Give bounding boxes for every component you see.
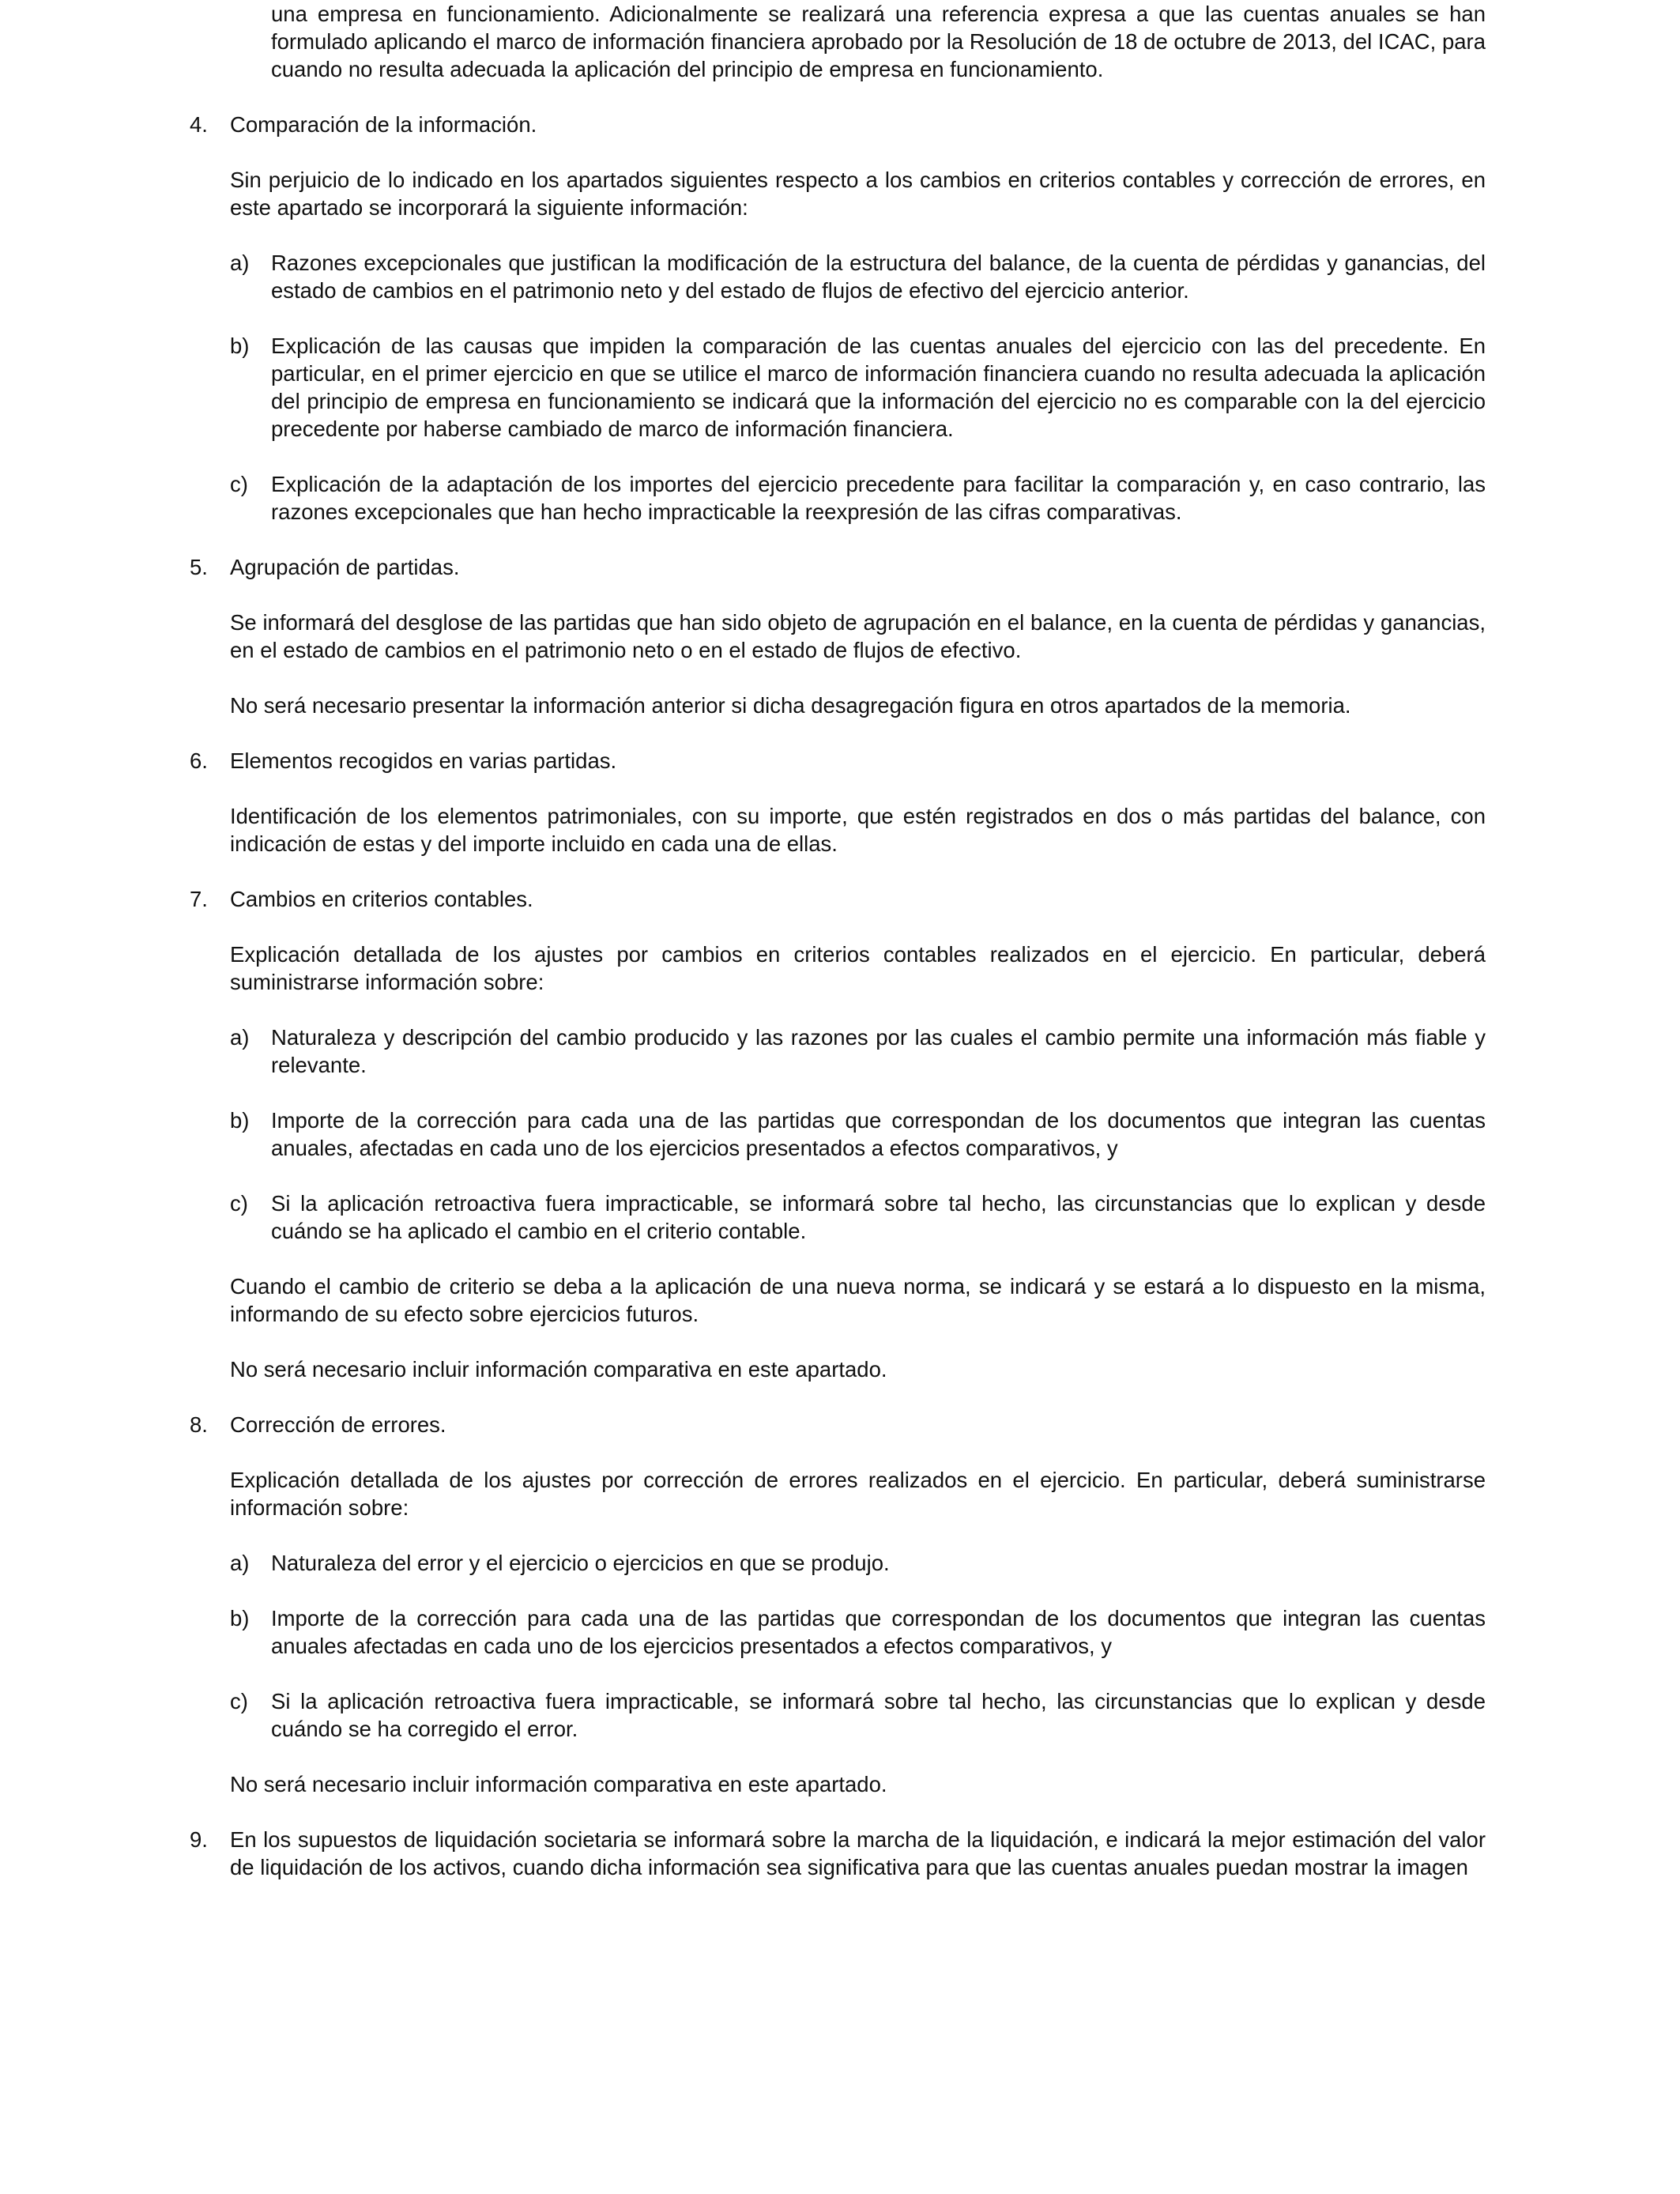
list-item-text: Naturaleza y descripción del cambio producido y las razones por las cuales el cambio permite una información más fiable y relevante. bbox=[271, 1025, 1486, 1077]
section-4-paragraph: Sin perjuicio de lo indicado en los apartados siguientes respecto a los cambios en criterios contables y corrección de errores, en este apartado se incorporará la siguiente información: bbox=[230, 168, 1486, 220]
list-item bbox=[230, 1106, 1486, 1162]
list-item-letter: b) bbox=[230, 334, 250, 358]
section-8-paragraph: No será necesario incluir información comparativa en este apartado. bbox=[230, 1772, 887, 1796]
section-8-heading bbox=[190, 1411, 1486, 1438]
document-body bbox=[190, 0, 1486, 1881]
list-item bbox=[230, 1549, 1486, 1577]
section-title: Agrupación de partidas. bbox=[230, 555, 460, 579]
list-item bbox=[230, 470, 1486, 526]
section-number: 4. bbox=[190, 112, 208, 137]
list-item bbox=[230, 1023, 1486, 1079]
list-item-letter: a) bbox=[230, 251, 250, 275]
intro-continuation: una empresa en funcionamiento. Adicionalmente se realizará una referencia expresa a que las cuentas anuales se han formulado aplicando el marco de información financiera aprobado por la Resolución de 18 de octubre de 2013, del ICAC, para cuando no resulta adecuada la aplicación del principio de empresa en funcionamiento. bbox=[271, 2, 1486, 81]
section-4-heading bbox=[190, 111, 1486, 138]
section-5-paragraph: Se informará del desglose de las partidas que han sido objeto de agrupación en el balance, en la cuenta de pérdidas y ganancias, en el estado de cambios en el patrimonio neto o en el estado de flujos de efectivo. bbox=[230, 610, 1486, 662]
section-7 bbox=[190, 885, 1486, 1383]
section-number: 8. bbox=[190, 1412, 208, 1437]
list-item-letter: a) bbox=[230, 1025, 250, 1050]
section-9-text: En los supuestos de liquidación societaria se informará sobre la marcha de la liquidación, e indicará la mejor estimación del valor de liquidación de los activos, cuando dicha información sea significativa para que las cuentas anuales puedan mostrar la imagen bbox=[230, 1827, 1486, 1879]
section-6-paragraph: Identificación de los elementos patrimoniales, con su importe, que estén registrados en dos o más partidas del balance, con indicación de estas y del importe incluido en cada una de ellas. bbox=[230, 804, 1486, 856]
list-item-letter: c) bbox=[230, 1689, 248, 1713]
section-6 bbox=[190, 747, 1486, 858]
list-item bbox=[230, 249, 1486, 304]
section-7-paragraph: No será necesario incluir información comparativa en este apartado. bbox=[230, 1357, 887, 1382]
list-item bbox=[230, 1604, 1486, 1660]
section-5-heading bbox=[190, 553, 1486, 581]
section-9-heading bbox=[190, 1826, 1486, 1881]
section-4 bbox=[190, 111, 1486, 526]
list-item-letter: c) bbox=[230, 472, 248, 496]
list-item bbox=[230, 1687, 1486, 1743]
section-8 bbox=[190, 1411, 1486, 1798]
section-6-heading bbox=[190, 747, 1486, 775]
section-number: 6. bbox=[190, 748, 208, 773]
section-title: Comparación de la información. bbox=[230, 112, 537, 137]
section-7-paragraph: Cuando el cambio de criterio se deba a la aplicación de una nueva norma, se indicará y se estará a lo dispuesto en la misma, informando de su efecto sobre ejercicios futuros. bbox=[230, 1274, 1486, 1326]
list-item-text: Razones excepcionales que justifican la modificación de la estructura del balance, de la cuenta de pérdidas y ganancias, del estado de cambios en el patrimonio neto y del estado de flujos de efectivo del ejercicio anterior. bbox=[271, 251, 1486, 303]
list-item bbox=[230, 332, 1486, 443]
list-item-text: Explicación de la adaptación de los importes del ejercicio precedente para facilitar la comparación y, en caso contrario, las razones excepcionales que han hecho impracticable la reexpresión de las cifras comparativas. bbox=[271, 472, 1486, 524]
section-5 bbox=[190, 553, 1486, 719]
section-number: 9. bbox=[190, 1827, 208, 1852]
section-9 bbox=[190, 1826, 1486, 1881]
list-item-letter: a) bbox=[230, 1551, 250, 1575]
list-item-text: Importe de la corrección para cada una de las partidas que correspondan de los documentos que integran las cuentas anuales, afectadas en cada uno de los ejercicios presentados a efectos comparativos, y bbox=[271, 1108, 1486, 1160]
section-title: Cambios en criterios contables. bbox=[230, 887, 533, 911]
section-8-paragraph: Explicación detallada de los ajustes por corrección de errores realizados en el ejercicio. En particular, deberá suministrarse información sobre: bbox=[230, 1468, 1486, 1520]
list-item-letter: b) bbox=[230, 1108, 250, 1133]
list-item-letter: c) bbox=[230, 1191, 248, 1216]
section-5-paragraph: No será necesario presentar la información anterior si dicha desagregación figura en otros apartados de la memoria. bbox=[230, 693, 1351, 718]
section-number: 7. bbox=[190, 887, 208, 911]
list-item-text: Naturaleza del error y el ejercicio o ejercicios en que se produjo. bbox=[271, 1551, 890, 1575]
section-title: Elementos recogidos en varias partidas. bbox=[230, 748, 617, 773]
section-7-heading bbox=[190, 885, 1486, 913]
list-item-text: Si la aplicación retroactiva fuera impracticable, se informará sobre tal hecho, las circunstancias que lo explican y desde cuándo se ha corregido el error. bbox=[271, 1689, 1486, 1741]
section-title: Corrección de errores. bbox=[230, 1412, 446, 1437]
section-number: 5. bbox=[190, 555, 208, 579]
list-item-text: Si la aplicación retroactiva fuera impracticable, se informará sobre tal hecho, las circunstancias que lo explican y desde cuándo se ha aplicado el cambio en el criterio contable. bbox=[271, 1191, 1486, 1243]
section-7-paragraph: Explicación detallada de los ajustes por cambios en criterios contables realizados en el ejercicio. En particular, deberá suministrarse información sobre: bbox=[230, 942, 1486, 994]
list-item-text: Explicación de las causas que impiden la comparación de las cuentas anuales del ejercicio con las del precedente. En particular, en el primer ejercicio en que se utilice el marco de información financiera cuando no resulta adecuada la aplicación del principio de empresa en funcionamiento se indicará que la información del ejercicio no es comparable con la del ejercicio precedente por haberse cambiado de marco de información financiera. bbox=[271, 334, 1486, 441]
list-item-text: Importe de la corrección para cada una de las partidas que correspondan de los documentos que integran las cuentas anuales afectadas en cada uno de los ejercicios presentados a efectos comparativos, y bbox=[271, 1606, 1486, 1658]
list-item-letter: b) bbox=[230, 1606, 250, 1630]
list-item bbox=[230, 1189, 1486, 1245]
